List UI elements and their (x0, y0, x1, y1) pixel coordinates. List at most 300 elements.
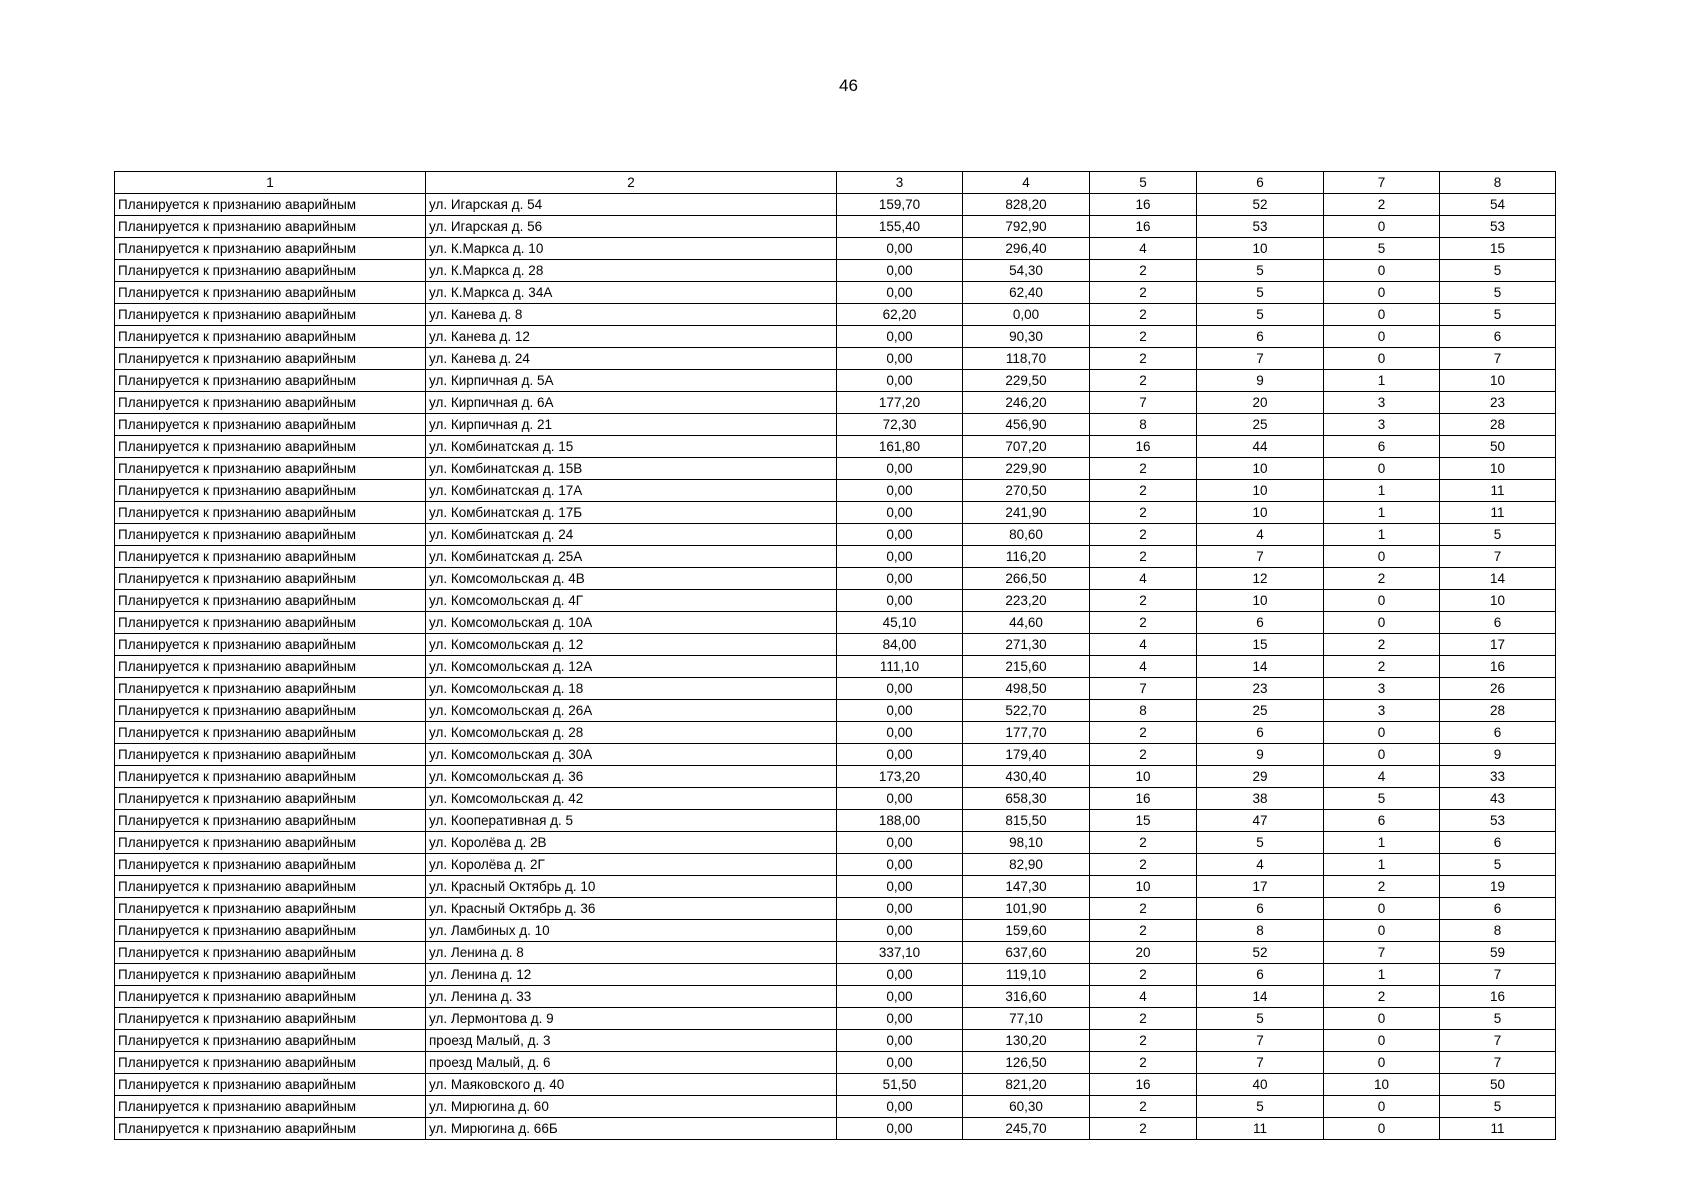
value-cell: 5 (1440, 260, 1556, 282)
value-cell: 522,70 (963, 700, 1090, 722)
status-cell: Планируется к признанию аварийным (115, 920, 426, 942)
status-cell: Планируется к признанию аварийным (115, 898, 426, 920)
value-cell: 0 (1324, 304, 1440, 326)
value-cell: 316,60 (963, 986, 1090, 1008)
value-cell: 98,10 (963, 832, 1090, 854)
address-cell: ул. Ламбиных д. 10 (426, 920, 837, 942)
value-cell: 0,00 (837, 326, 963, 348)
status-cell: Планируется к признанию аварийным (115, 568, 426, 590)
value-cell: 53 (1440, 216, 1556, 238)
value-cell: 2 (1090, 458, 1197, 480)
address-cell: ул. Комбинатская д. 17Б (426, 502, 837, 524)
value-cell: 296,40 (963, 238, 1090, 260)
column-header: 1 (115, 172, 426, 194)
status-cell: Планируется к признанию аварийным (115, 766, 426, 788)
column-header: 6 (1197, 172, 1324, 194)
value-cell: 828,20 (963, 194, 1090, 216)
value-cell: 2 (1090, 546, 1197, 568)
value-cell: 43 (1440, 788, 1556, 810)
table-row (115, 788, 1556, 810)
value-cell: 3 (1324, 678, 1440, 700)
value-cell: 15 (1440, 238, 1556, 260)
value-cell: 6 (1324, 810, 1440, 832)
address-cell: ул. Кирпичная д. 6А (426, 392, 837, 414)
value-cell: 2 (1090, 832, 1197, 854)
table-row (115, 414, 1556, 436)
value-cell: 6 (1440, 898, 1556, 920)
status-cell: Планируется к признанию аварийным (115, 194, 426, 216)
value-cell: 9 (1440, 744, 1556, 766)
table-row (115, 744, 1556, 766)
status-cell: Планируется к признанию аварийным (115, 1030, 426, 1052)
value-cell: 147,30 (963, 876, 1090, 898)
value-cell: 2 (1090, 348, 1197, 370)
value-cell: 7 (1440, 348, 1556, 370)
table-row (115, 546, 1556, 568)
value-cell: 50 (1440, 436, 1556, 458)
value-cell: 5 (1324, 238, 1440, 260)
address-cell: ул. Комсомольская д. 4Г (426, 590, 837, 612)
value-cell: 44,60 (963, 612, 1090, 634)
address-cell: ул. Комсомольская д. 4В (426, 568, 837, 590)
value-cell: 155,40 (837, 216, 963, 238)
value-cell: 2 (1090, 282, 1197, 304)
value-cell: 0,00 (837, 1096, 963, 1118)
address-cell: ул. К.Маркса д. 28 (426, 260, 837, 282)
value-cell: 2 (1090, 590, 1197, 612)
address-cell: проезд Малый, д. 6 (426, 1052, 837, 1074)
table-row (115, 1008, 1556, 1030)
status-cell: Планируется к признанию аварийным (115, 744, 426, 766)
address-cell: ул. Мирюгина д. 60 (426, 1096, 837, 1118)
table-row (115, 590, 1556, 612)
value-cell: 0,00 (837, 260, 963, 282)
value-cell: 7 (1090, 392, 1197, 414)
value-cell: 1 (1324, 832, 1440, 854)
value-cell: 10 (1440, 458, 1556, 480)
value-cell: 14 (1197, 986, 1324, 1008)
table-row (115, 370, 1556, 392)
value-cell: 0,00 (837, 876, 963, 898)
value-cell: 0,00 (837, 502, 963, 524)
value-cell: 0 (1324, 260, 1440, 282)
table-row (115, 282, 1556, 304)
value-cell: 38 (1197, 788, 1324, 810)
address-cell: ул. Королёва д. 2Г (426, 854, 837, 876)
value-cell: 28 (1440, 414, 1556, 436)
status-cell: Планируется к признанию аварийным (115, 370, 426, 392)
address-cell: ул. К.Маркса д. 10 (426, 238, 837, 260)
value-cell: 245,70 (963, 1118, 1090, 1140)
value-cell: 2 (1324, 656, 1440, 678)
value-cell: 5 (1440, 1096, 1556, 1118)
value-cell: 2 (1090, 744, 1197, 766)
status-cell: Планируется к признанию аварийным (115, 854, 426, 876)
status-cell: Планируется к признанию аварийным (115, 986, 426, 1008)
value-cell: 430,40 (963, 766, 1090, 788)
value-cell: 0,00 (837, 1052, 963, 1074)
value-cell: 60,30 (963, 1096, 1090, 1118)
value-cell: 0,00 (837, 920, 963, 942)
value-cell: 0 (1324, 348, 1440, 370)
table-row (115, 854, 1556, 876)
address-cell: ул. Маяковского д. 40 (426, 1074, 837, 1096)
value-cell: 19 (1440, 876, 1556, 898)
table-row (115, 634, 1556, 656)
table-body (115, 194, 1556, 1140)
value-cell: 498,50 (963, 678, 1090, 700)
value-cell: 637,60 (963, 942, 1090, 964)
value-cell: 7 (1440, 964, 1556, 986)
value-cell: 271,30 (963, 634, 1090, 656)
table-row (115, 392, 1556, 414)
value-cell: 4 (1090, 238, 1197, 260)
value-cell: 2 (1090, 260, 1197, 282)
value-cell: 17 (1197, 876, 1324, 898)
value-cell: 0 (1324, 1008, 1440, 1030)
value-cell: 7 (1440, 1052, 1556, 1074)
value-cell: 0 (1324, 282, 1440, 304)
value-cell: 33 (1440, 766, 1556, 788)
status-cell: Планируется к признанию аварийным (115, 656, 426, 678)
table-row (115, 502, 1556, 524)
value-cell: 23 (1197, 678, 1324, 700)
value-cell: 0 (1324, 1118, 1440, 1140)
status-cell: Планируется к признанию аварийным (115, 1074, 426, 1096)
status-cell: Планируется к признанию аварийным (115, 282, 426, 304)
value-cell: 20 (1197, 392, 1324, 414)
value-cell: 4 (1090, 568, 1197, 590)
value-cell: 12 (1197, 568, 1324, 590)
status-cell: Планируется к признанию аварийным (115, 326, 426, 348)
value-cell: 179,40 (963, 744, 1090, 766)
value-cell: 1 (1324, 524, 1440, 546)
value-cell: 0 (1324, 1052, 1440, 1074)
column-header: 3 (837, 172, 963, 194)
value-cell: 23 (1440, 392, 1556, 414)
value-cell: 29 (1197, 766, 1324, 788)
value-cell: 215,60 (963, 656, 1090, 678)
table-row (115, 920, 1556, 942)
address-cell: ул. Комсомольская д. 36 (426, 766, 837, 788)
value-cell: 72,30 (837, 414, 963, 436)
value-cell: 2 (1090, 1096, 1197, 1118)
table-row (115, 260, 1556, 282)
address-cell: проезд Малый, д. 3 (426, 1030, 837, 1052)
address-cell: ул. Ленина д. 12 (426, 964, 837, 986)
value-cell: 2 (1090, 326, 1197, 348)
table-row (115, 1052, 1556, 1074)
address-cell: ул. Игарская д. 54 (426, 194, 837, 216)
value-cell: 161,80 (837, 436, 963, 458)
value-cell: 50 (1440, 1074, 1556, 1096)
value-cell: 7 (1324, 942, 1440, 964)
value-cell: 16 (1090, 1074, 1197, 1096)
address-cell: ул. Красный Октябрь д. 36 (426, 898, 837, 920)
value-cell: 6 (1197, 612, 1324, 634)
value-cell: 177,20 (837, 392, 963, 414)
value-cell: 118,70 (963, 348, 1090, 370)
value-cell: 3 (1324, 414, 1440, 436)
value-cell: 6 (1440, 612, 1556, 634)
value-cell: 6 (1197, 898, 1324, 920)
table-row (115, 436, 1556, 458)
value-cell: 80,60 (963, 524, 1090, 546)
value-cell: 2 (1090, 502, 1197, 524)
value-cell: 0,00 (837, 282, 963, 304)
value-cell: 111,10 (837, 656, 963, 678)
value-cell: 6 (1197, 964, 1324, 986)
value-cell: 1 (1324, 964, 1440, 986)
value-cell: 62,20 (837, 304, 963, 326)
value-cell: 1 (1324, 502, 1440, 524)
value-cell: 54 (1440, 194, 1556, 216)
value-cell: 0 (1324, 898, 1440, 920)
value-cell: 9 (1197, 370, 1324, 392)
value-cell: 62,40 (963, 282, 1090, 304)
value-cell: 0,00 (837, 898, 963, 920)
address-cell: ул. Канева д. 12 (426, 326, 837, 348)
value-cell: 0,00 (837, 744, 963, 766)
value-cell: 188,00 (837, 810, 963, 832)
table-row (115, 348, 1556, 370)
value-cell: 5 (1440, 1008, 1556, 1030)
value-cell: 16 (1090, 788, 1197, 810)
value-cell: 229,50 (963, 370, 1090, 392)
value-cell: 10 (1090, 876, 1197, 898)
column-header: 7 (1324, 172, 1440, 194)
status-cell: Планируется к признанию аварийным (115, 700, 426, 722)
address-cell: ул. Комбинатская д. 25А (426, 546, 837, 568)
table-row (115, 524, 1556, 546)
header-row (115, 172, 1556, 194)
value-cell: 5 (1197, 1008, 1324, 1030)
address-cell: ул. Комсомольская д. 18 (426, 678, 837, 700)
table-row (115, 568, 1556, 590)
address-cell: ул. Лермонтова д. 9 (426, 1008, 837, 1030)
value-cell: 266,50 (963, 568, 1090, 590)
value-cell: 14 (1440, 568, 1556, 590)
value-cell: 4 (1197, 854, 1324, 876)
value-cell: 2 (1324, 876, 1440, 898)
value-cell: 10 (1090, 766, 1197, 788)
value-cell: 7 (1440, 546, 1556, 568)
value-cell: 130,20 (963, 1030, 1090, 1052)
value-cell: 26 (1440, 678, 1556, 700)
value-cell: 11 (1440, 1118, 1556, 1140)
value-cell: 173,20 (837, 766, 963, 788)
status-cell: Планируется к признанию аварийным (115, 216, 426, 238)
value-cell: 28 (1440, 700, 1556, 722)
address-cell: ул. Ленина д. 8 (426, 942, 837, 964)
value-cell: 11 (1440, 502, 1556, 524)
value-cell: 15 (1090, 810, 1197, 832)
value-cell: 4 (1090, 634, 1197, 656)
value-cell: 0,00 (837, 1008, 963, 1030)
table-row (115, 1074, 1556, 1096)
value-cell: 2 (1090, 964, 1197, 986)
value-cell: 337,10 (837, 942, 963, 964)
value-cell: 2 (1324, 194, 1440, 216)
value-cell: 7 (1197, 546, 1324, 568)
value-cell: 792,90 (963, 216, 1090, 238)
value-cell: 0 (1324, 326, 1440, 348)
value-cell: 14 (1197, 656, 1324, 678)
column-header: 5 (1090, 172, 1197, 194)
value-cell: 0,00 (837, 1118, 963, 1140)
value-cell: 20 (1090, 942, 1197, 964)
table-row (115, 326, 1556, 348)
table-row (115, 194, 1556, 216)
value-cell: 6 (1440, 832, 1556, 854)
value-cell: 2 (1090, 612, 1197, 634)
address-cell: ул. Комсомольская д. 12 (426, 634, 837, 656)
status-cell: Планируется к признанию аварийным (115, 1096, 426, 1118)
address-cell: ул. Комсомольская д. 10А (426, 612, 837, 634)
value-cell: 5 (1197, 260, 1324, 282)
value-cell: 16 (1440, 656, 1556, 678)
value-cell: 6 (1197, 326, 1324, 348)
value-cell: 0 (1324, 920, 1440, 942)
value-cell: 6 (1440, 326, 1556, 348)
value-cell: 77,10 (963, 1008, 1090, 1030)
value-cell: 5 (1440, 282, 1556, 304)
value-cell: 0,00 (837, 370, 963, 392)
value-cell: 1 (1324, 370, 1440, 392)
value-cell: 2 (1324, 568, 1440, 590)
table-row (115, 810, 1556, 832)
address-cell: ул. Комбинатская д. 15 (426, 436, 837, 458)
value-cell: 53 (1440, 810, 1556, 832)
value-cell: 52 (1197, 194, 1324, 216)
status-cell: Планируется к признанию аварийным (115, 876, 426, 898)
status-cell: Планируется к признанию аварийным (115, 502, 426, 524)
status-cell: Планируется к признанию аварийным (115, 964, 426, 986)
value-cell: 658,30 (963, 788, 1090, 810)
value-cell: 8 (1440, 920, 1556, 942)
column-header: 2 (426, 172, 837, 194)
address-cell: ул. Кирпичная д. 5А (426, 370, 837, 392)
value-cell: 7 (1197, 1030, 1324, 1052)
value-cell: 456,90 (963, 414, 1090, 436)
value-cell: 11 (1440, 480, 1556, 502)
page-number: 46 (839, 76, 858, 95)
value-cell: 0 (1324, 612, 1440, 634)
value-cell: 0,00 (837, 722, 963, 744)
value-cell: 2 (1090, 1118, 1197, 1140)
value-cell: 0,00 (837, 788, 963, 810)
value-cell: 2 (1090, 480, 1197, 502)
address-cell: ул. Канева д. 8 (426, 304, 837, 326)
value-cell: 0 (1324, 458, 1440, 480)
column-header: 8 (1440, 172, 1556, 194)
value-cell: 10 (1440, 370, 1556, 392)
value-cell: 7 (1197, 1052, 1324, 1074)
value-cell: 0,00 (837, 568, 963, 590)
value-cell: 119,10 (963, 964, 1090, 986)
value-cell: 126,50 (963, 1052, 1090, 1074)
table-row (115, 656, 1556, 678)
status-cell: Планируется к признанию аварийным (115, 392, 426, 414)
value-cell: 0,00 (837, 590, 963, 612)
value-cell: 5 (1440, 304, 1556, 326)
value-cell: 2 (1090, 1008, 1197, 1030)
value-cell: 17 (1440, 634, 1556, 656)
value-cell: 101,90 (963, 898, 1090, 920)
value-cell: 0 (1324, 590, 1440, 612)
value-cell: 2 (1090, 898, 1197, 920)
table-row (115, 766, 1556, 788)
value-cell: 0,00 (837, 546, 963, 568)
status-cell: Планируется к признанию аварийным (115, 1008, 426, 1030)
housing-table (114, 171, 1556, 1140)
value-cell: 2 (1090, 920, 1197, 942)
value-cell: 10 (1197, 458, 1324, 480)
table-row (115, 678, 1556, 700)
value-cell: 15 (1197, 634, 1324, 656)
value-cell: 5 (1324, 788, 1440, 810)
value-cell: 52 (1197, 942, 1324, 964)
value-cell: 0,00 (837, 238, 963, 260)
value-cell: 0,00 (837, 524, 963, 546)
address-cell: ул. Комсомольская д. 26А (426, 700, 837, 722)
table-row (115, 832, 1556, 854)
value-cell: 5 (1197, 832, 1324, 854)
value-cell: 10 (1197, 502, 1324, 524)
status-cell: Планируется к признанию аварийным (115, 612, 426, 634)
address-cell: ул. Канева д. 24 (426, 348, 837, 370)
value-cell: 82,90 (963, 854, 1090, 876)
table-row (115, 1118, 1556, 1140)
status-cell: Планируется к признанию аварийным (115, 260, 426, 282)
value-cell: 3 (1324, 700, 1440, 722)
value-cell: 10 (1440, 590, 1556, 612)
value-cell: 0 (1324, 546, 1440, 568)
value-cell: 116,20 (963, 546, 1090, 568)
value-cell: 9 (1197, 744, 1324, 766)
address-cell: ул. Комбинатская д. 17А (426, 480, 837, 502)
status-cell: Планируется к признанию аварийным (115, 678, 426, 700)
value-cell: 16 (1090, 216, 1197, 238)
value-cell: 0,00 (963, 304, 1090, 326)
value-cell: 0,00 (837, 700, 963, 722)
value-cell: 10 (1197, 590, 1324, 612)
value-cell: 3 (1324, 392, 1440, 414)
address-cell: ул. Кооперативная д. 5 (426, 810, 837, 832)
table-row (115, 458, 1556, 480)
value-cell: 2 (1090, 304, 1197, 326)
value-cell: 10 (1197, 480, 1324, 502)
address-cell: ул. Комсомольская д. 30А (426, 744, 837, 766)
value-cell: 25 (1197, 700, 1324, 722)
value-cell: 0 (1324, 1030, 1440, 1052)
value-cell: 4 (1090, 986, 1197, 1008)
value-cell: 0,00 (837, 1030, 963, 1052)
status-cell: Планируется к признанию аварийным (115, 348, 426, 370)
value-cell: 177,70 (963, 722, 1090, 744)
value-cell: 8 (1197, 920, 1324, 942)
value-cell: 5 (1440, 854, 1556, 876)
table-row (115, 964, 1556, 986)
status-cell: Планируется к признанию аварийным (115, 458, 426, 480)
value-cell: 59 (1440, 942, 1556, 964)
value-cell: 84,00 (837, 634, 963, 656)
value-cell: 5 (1197, 304, 1324, 326)
value-cell: 54,30 (963, 260, 1090, 282)
value-cell: 707,20 (963, 436, 1090, 458)
value-cell: 2 (1090, 854, 1197, 876)
value-cell: 0 (1324, 216, 1440, 238)
